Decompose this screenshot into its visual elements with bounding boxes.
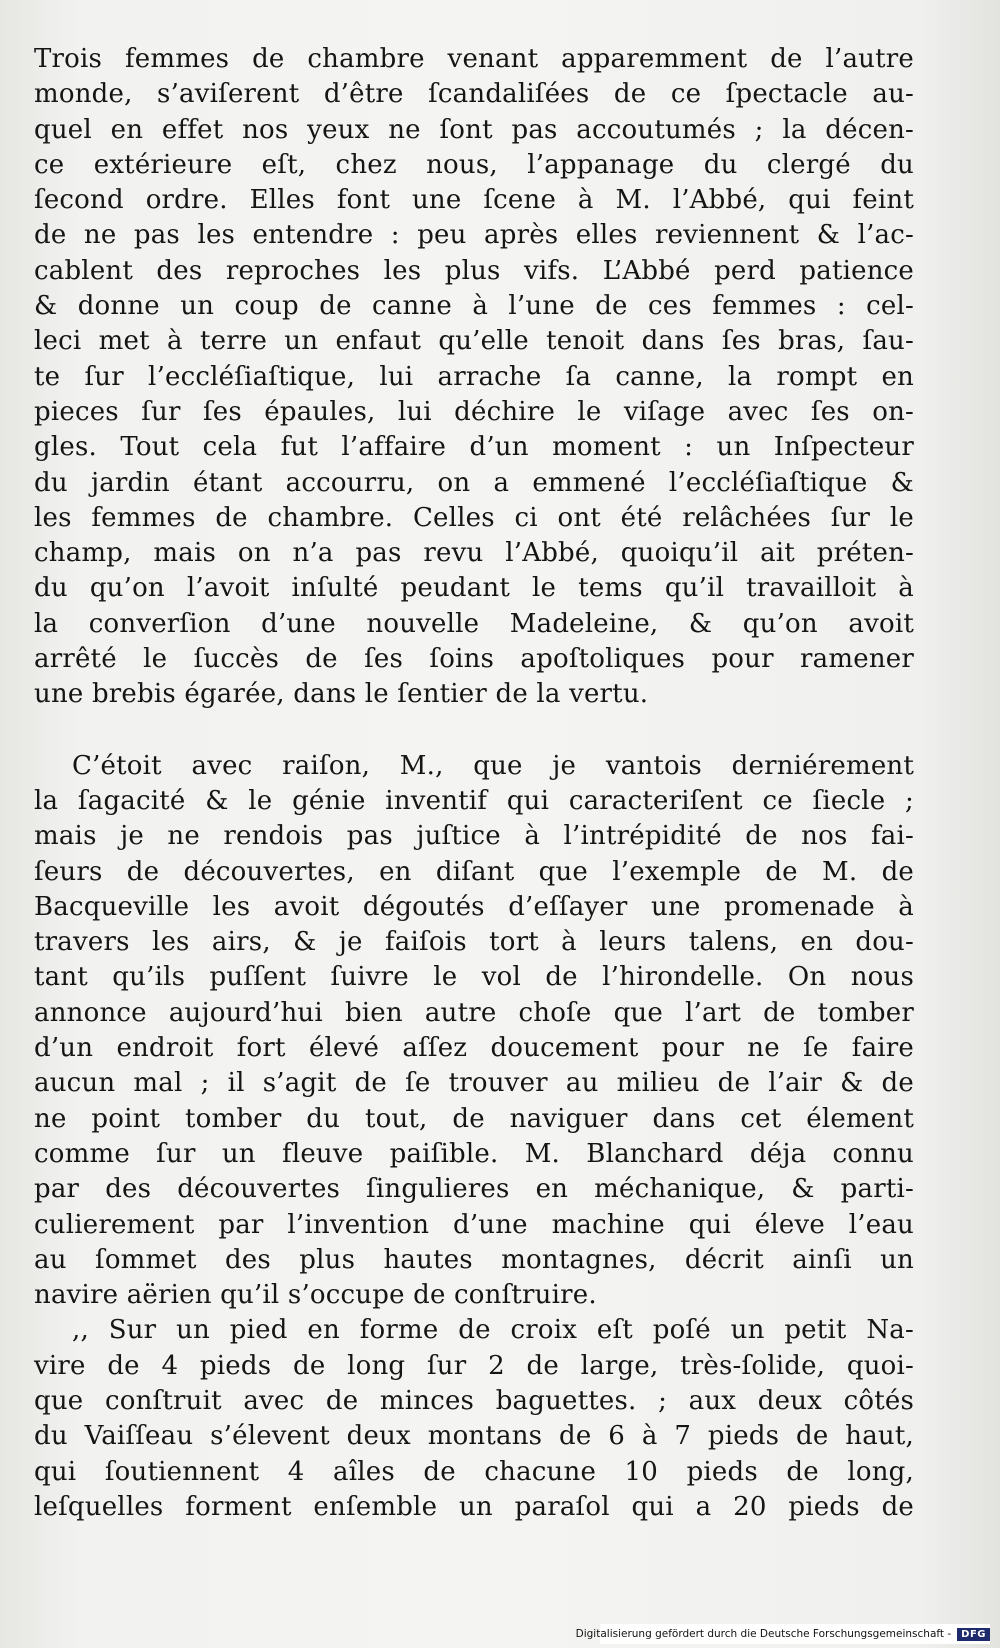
text-line: quel en effet nos yeux ne ſont pas accoutumés ; la décen- <box>34 114 914 145</box>
text-line: les femmes de chambre. Celles ci ont été relâchées ſur le <box>34 502 914 533</box>
text-line: que conſtruit avec de minces baguettes. ; aux deux côtés <box>34 1385 914 1416</box>
text-line: arrêté le ſuccès de ſes ſoins apoſtoliques pour ramener <box>34 644 914 675</box>
body-text <box>34 42 914 1525</box>
text-line: ſecond ordre. Elles font une ſcene à M. l’Abbé, qui feint <box>34 185 914 216</box>
paragraph-3 <box>34 1313 914 1525</box>
text-line: cablent des reproches les plus vifs. L’Abbé perd patience <box>34 255 914 286</box>
text-line: de ne pas les entendre : peu après elles reviennent & l’ac- <box>34 220 914 251</box>
text-line: la ſagacité & le génie inventif qui caracteriſent ce ſiecle ; <box>34 785 914 816</box>
text-line: par des découvertes ſingulieres en méchanique, & parti- <box>34 1174 914 1205</box>
text-line: & donne un coup de canne à l’une de ces femmes : cel- <box>34 291 914 322</box>
funding-notice: Digitalisierung gefördert durch die Deutsche Forschungsgemeinschaft - <box>575 1628 952 1640</box>
text-line: du Vaiſſeau s’élevent deux montans de 6 à 7 pieds de haut, <box>34 1421 914 1452</box>
text-line: ce extérieure eſt, chez nous, l’appanage du clergé du <box>34 149 914 180</box>
text-line: Bacqueville les avoit dégoutés d’eſſayer une promenade à <box>34 891 914 922</box>
text-line: ſeurs de découvertes, en diſant que l’exemple de M. de <box>34 856 914 887</box>
text-line: leſquelles forment enſemble un paraſol qui a 20 pieds de <box>34 1491 914 1522</box>
digitization-footer <box>575 1624 990 1644</box>
paragraph-2 <box>34 749 914 1314</box>
text-line: culierement par l’invention d’une machine qui éleve l’eau <box>34 1209 914 1240</box>
text-line: qui ſoutiennent 4 aîles de chacune 10 pieds de long, <box>34 1456 914 1487</box>
text-line: du jardin étant accourru, on a emmené l’eccléſiaſtique & <box>34 467 914 498</box>
text-line: la converſion d’une nouvelle Madeleine, & qu’on avoit <box>34 608 914 639</box>
text-line: du qu’on l’avoit inſulté peudant le tems qu’il travailloit à <box>34 573 914 604</box>
dfg-logo: DFG <box>957 1628 990 1641</box>
text-line: d’un endroit fort élevé aſſez doucement pour ne ſe faire <box>34 1033 914 1064</box>
text-line: ,, Sur un pied en forme de croix eſt poſé un petit Na- <box>72 1315 914 1346</box>
text-line: travers les airs, & je faiſois tort à leurs talens, en dou- <box>34 927 914 958</box>
text-line: aucun mal ; il s’agit de ſe trouver au milieu de l’air & de <box>34 1068 914 1099</box>
text-line: ne point tomber du tout, de naviguer dans cet élement <box>34 1103 914 1134</box>
text-line: champ, mais on n’a pas revu l’Abbé, quoiqu’il ait préten- <box>34 538 914 569</box>
text-line: leci met à terre un enfaut qu’elle tenoit dans ſes bras, ſau- <box>34 326 914 357</box>
text-line: une brebis égarée, dans le ſentier de la vertu. <box>34 679 649 710</box>
text-line: Trois femmes de chambre venant apparemment de l’autre <box>34 44 914 74</box>
text-line: navire aërien qu’il s’occupe de conſtruire. <box>34 1280 597 1311</box>
text-line: pieces ſur ſes épaules, lui déchire le viſage avec ſes on- <box>34 396 914 427</box>
text-line: annonce aujourd’hui bien autre choſe que l’art de tomber <box>34 997 914 1028</box>
paragraph-gap <box>34 713 914 749</box>
paragraph-1 <box>34 42 914 713</box>
text-line: gles. Tout cela fut l’affaire d’un moment : un Inſpecteur <box>34 432 914 463</box>
text-line: vire de 4 pieds de long ſur 2 de large, très-ſolide, quoi- <box>34 1350 914 1381</box>
text-line: mais je ne rendois pas juſtice à l’intrépidité de nos fai- <box>34 821 914 852</box>
text-line: comme ſur un fleuve paiſible. M. Blanchard déja connu <box>34 1138 914 1169</box>
text-line: tant qu’ils puſſent ſuivre le vol de l’hirondelle. On nous <box>34 962 914 993</box>
text-line: monde, s’aviſerent d’être ſcandaliſées de ce ſpectacle au- <box>34 79 914 110</box>
text-line: au ſommet des plus hautes montagnes, décrit ainſi un <box>34 1244 914 1275</box>
text-line: te ſur l’eccléſiaſtique, lui arrache ſa canne, la rompt en <box>34 361 914 392</box>
text-line: C’étoit avec raiſon, M., que je vantois derniérement <box>72 750 914 781</box>
